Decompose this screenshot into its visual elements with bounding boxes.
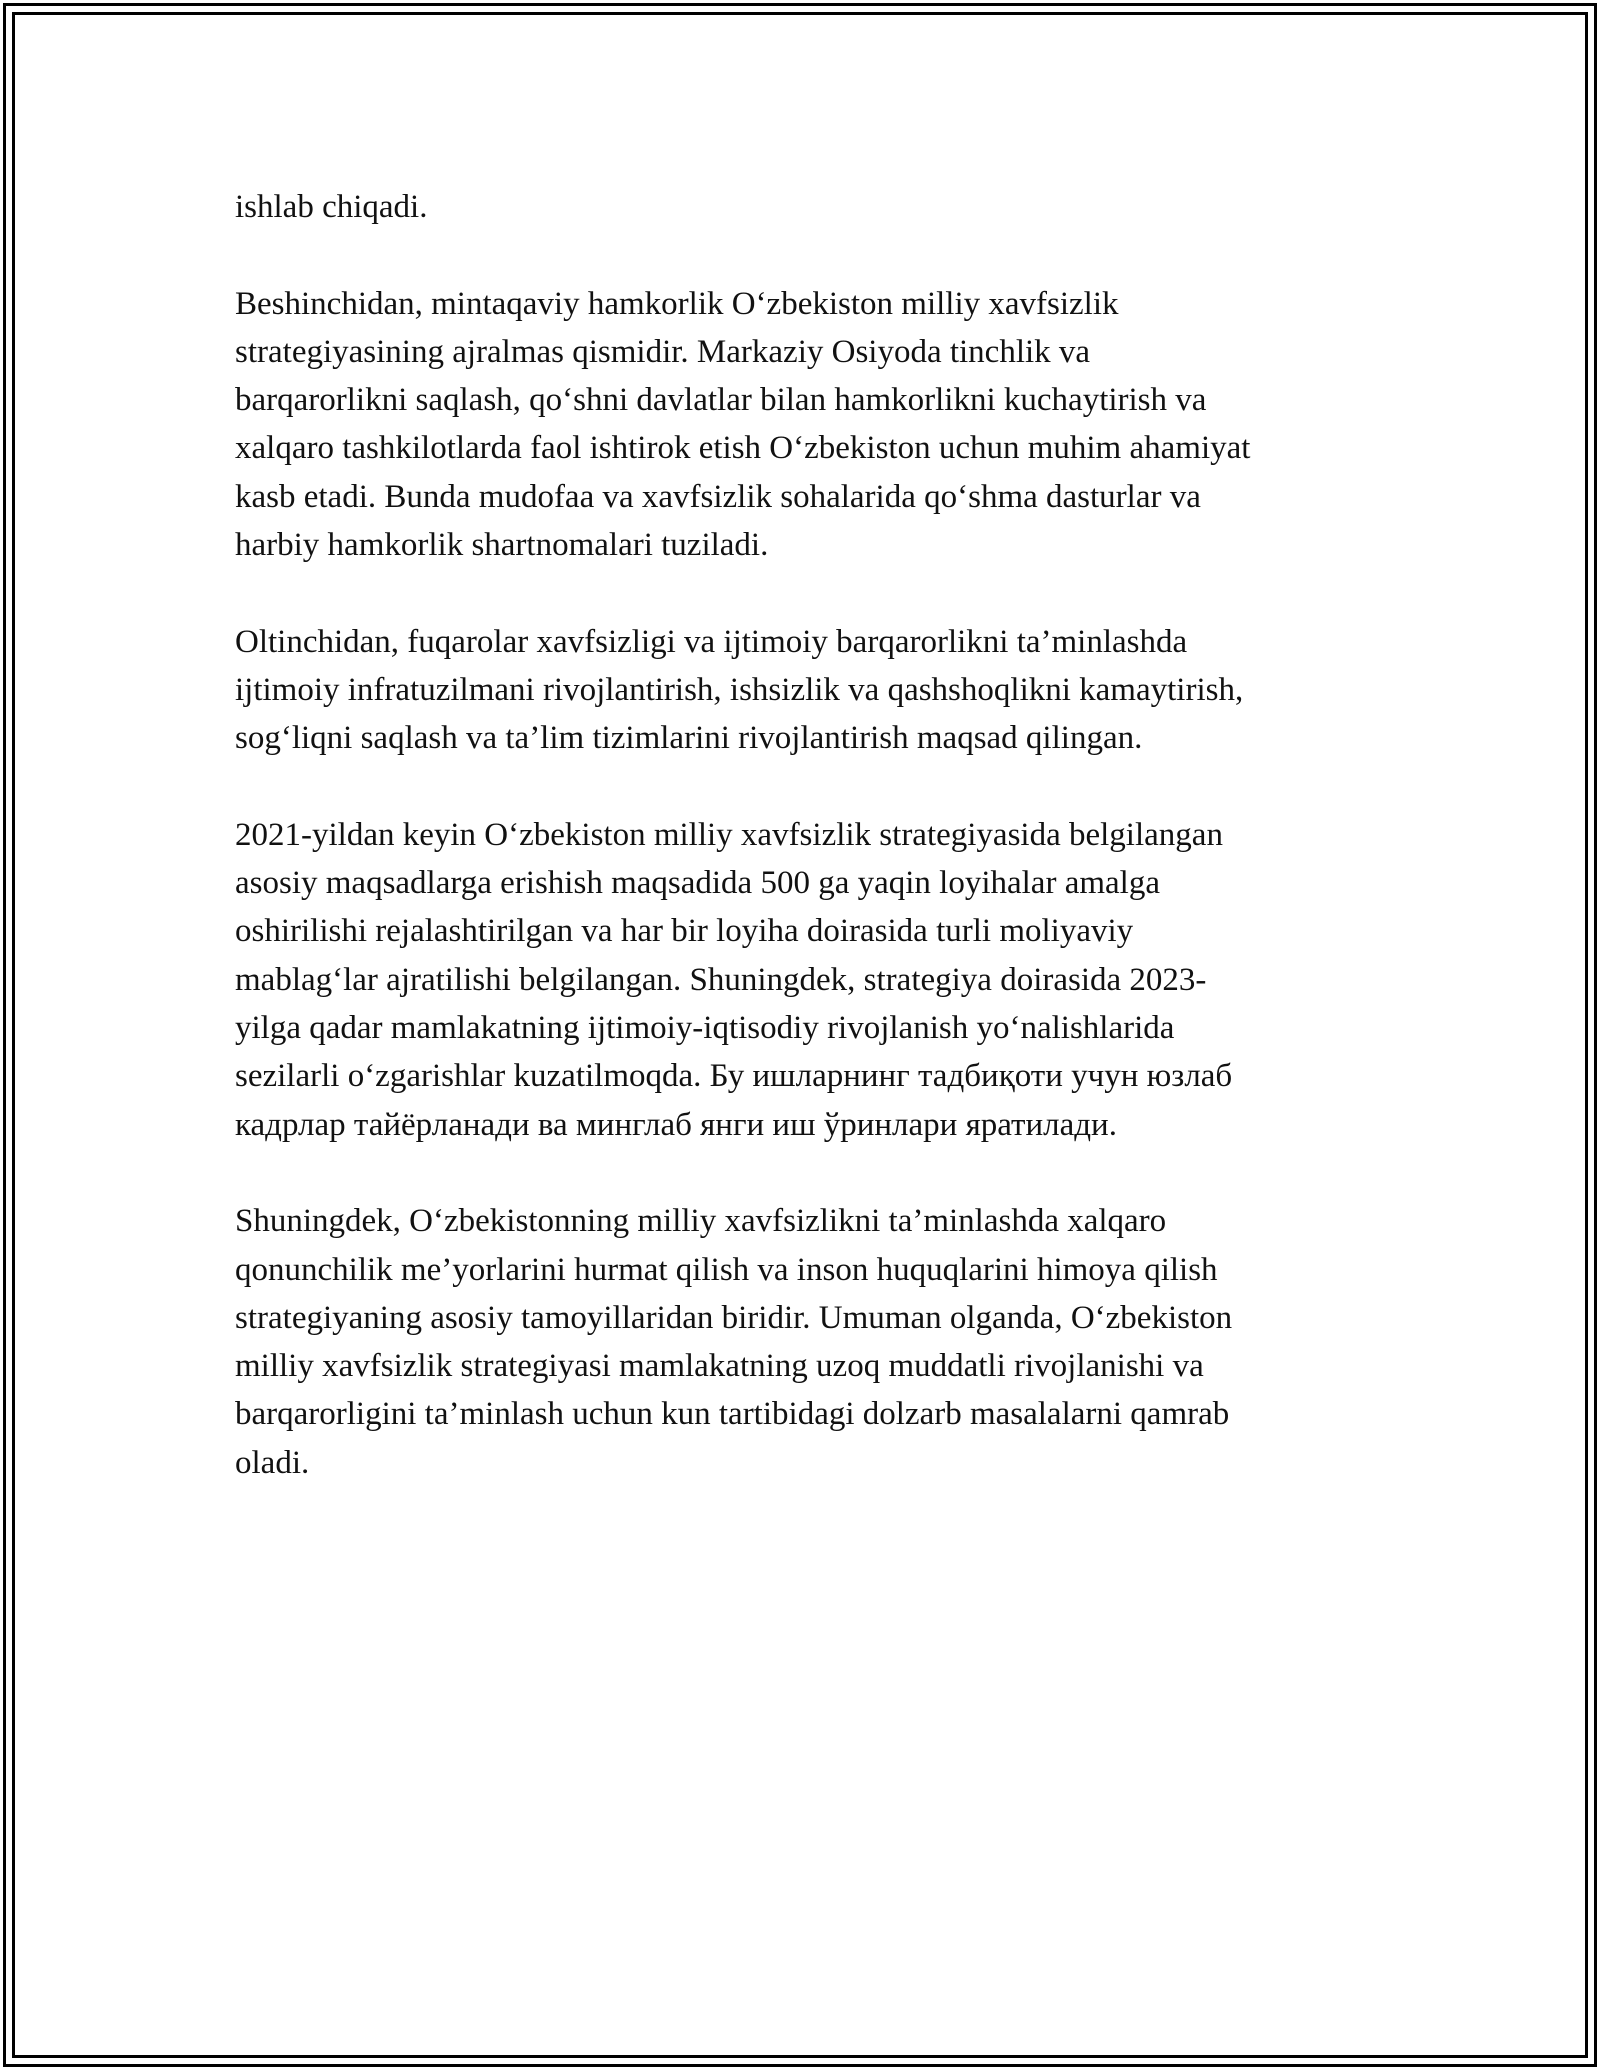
paragraph-continuation: ishlab chiqadi. (235, 189, 428, 225)
paragraph-regional-cooperation: Beshinchidan, mintaqaviy hamkorlik O‘zbekiston milliy xavfsizlik strategiyasining ajralmas qismidir. Markaziy Osiyoda tinchlik va barqarorlikni saqlash, qo‘shni davlatlar bilan hamkorlikni kuchaytirish va xalqaro tashkilotlarda faol ishtirok etish O‘zbekiston uchun muhim ahamiyat kasb etadi. Bunda mudofaa va xavfsizlik sohalarida qo‘shma dasturlar va harbiy hamkorlik shartnomalari tuziladi. (235, 285, 1251, 564)
document-body (235, 183, 1375, 1535)
paragraph-projects-2021: 2021-yildan keyin O‘zbekiston milliy xavfsizlik strategiyasida belgilangan asosiy maqsadlarga erishish maqsadida 500 ga yaqin loyihalar amalga oshirilishi rejalashtirilgan va har bir loyiha doirasida turli moliyaviy mablag‘lar ajratilishi belgilangan. Shuningdek, strategiya doirasida 2023- yilga qadar mamlakatning ijtimoiy-iqtisodiy rivojlanish yo‘nalishlarida sezilarli o‘zgarishlar kuzatilmoqda. Бу ишларнинг тадбиқоти учун юзлаб кадрлар тайёрланади ва минглаб янги иш ўринлари яратилади. (235, 816, 1233, 1143)
paragraph-conclusion: Shuningdek, O‘zbekistonning milliy xavfsizlikni ta’minlashda xalqaro qonunchilik me’yorlarini hurmat qilish va inson huquqlarini himoya qilish strategiyaning asosiy tamoyillaridan biridir. Umuman olganda, O‘zbekiston milliy xavfsizlik strategiyasi mamlakatning uzoq muddatli rivojlanishi va barqarorligini ta’minlash uchun kun tartibidagi dolzarb masalalarni qamrab oladi. (235, 1203, 1233, 1481)
paragraph-citizen-security: Oltinchidan, fuqarolar xavfsizligi va ijtimoiy barqarorlikni ta’minlashda ijtimoiy infratuzilmani rivojlantirish, ishsizlik va qashshoqlikni kamaytirish, sog‘liqni saqlash va ta’lim tizimlarini rivojlantirish maqsad qilingan. (235, 623, 1244, 757)
